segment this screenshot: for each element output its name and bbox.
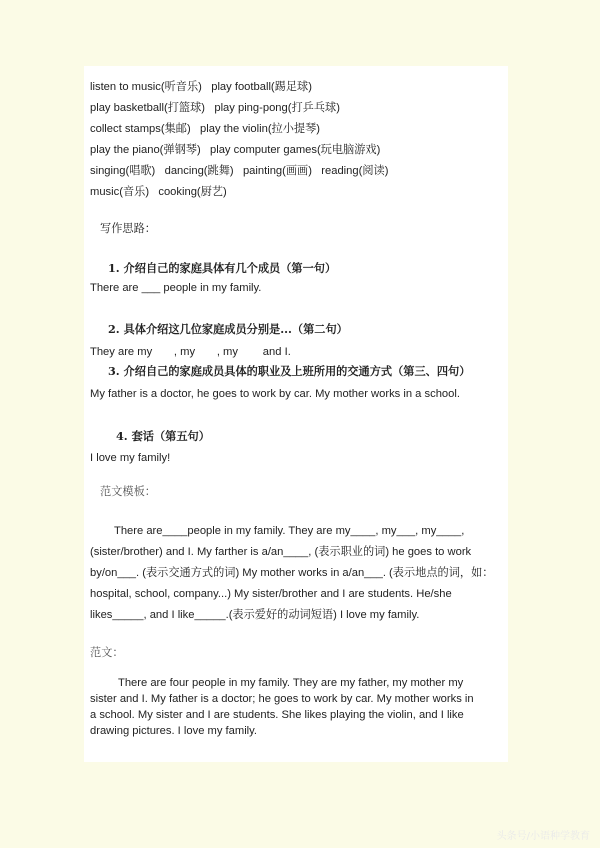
sample-line: a school. My sister and I are students. She likes playing the violin, and I like (90, 709, 464, 721)
watermark: 头条号/小语种学教育 (496, 831, 590, 842)
writing-tips-heading: 写作思路： (100, 222, 156, 235)
step-example: I love my family! (90, 452, 171, 464)
step-heading: 2. 具体介绍这几位家庭成员分别是...（第二句） (108, 322, 348, 336)
step-heading: 3. 介绍自己的家庭成员具体的职业及上班所用的交通方式（第三、四句） (108, 364, 471, 378)
step-example: There are ___ people in my family. (90, 282, 262, 294)
template-line: by/on___. (表示交通方式的词) My mother works in a/an___. (表示地点的词，如： (90, 567, 494, 579)
sample-line: There are four people in my family. They are my father, my mother my (118, 677, 464, 689)
vocab-line: music(音乐) cooking(厨艺) (90, 186, 227, 198)
step-heading: 4. 套话（第五句） (116, 429, 210, 443)
template-line: (sister/brother) and I. My farther is a/an____, (表示职业的词) he goes to work (90, 546, 472, 558)
step-heading: 1. 介绍自己的家庭具体有几个成员（第一句） (108, 261, 337, 275)
sample-line: sister and I. My father is a doctor; he goes to work by car. My mother works in (90, 693, 474, 705)
template-heading: 范文模板： (100, 485, 156, 498)
step-example: My father is a doctor, he goes to work by car. My mother works in a school. (90, 388, 460, 400)
template-line: hospital, school, company...) My sister/brother and I are students. He/she (90, 588, 452, 600)
vocab-line: singing(唱歌) dancing(跳舞) painting(画画) reading(阅读) (90, 165, 389, 177)
step-example: They are my , my , my and I. (90, 346, 291, 358)
vocab-line: play basketball(打篮球) play ping-pong(打乒乓球) (90, 102, 340, 114)
vocab-line: listen to music(听音乐) play football(踢足球) (90, 81, 312, 93)
sample-heading: 范文： (90, 646, 124, 659)
vocab-line: play the piano(弹钢琴) play computer games(玩电脑游戏) (90, 144, 381, 156)
vocab-line: collect stamps(集邮) play the violin(拉小提琴) (90, 123, 321, 135)
sample-line: drawing pictures. I love my family. (90, 725, 258, 737)
template-line: likes_____, and I like_____.(表示爱好的动词短语) I love my family. (90, 609, 420, 621)
template-line: There are____people in my family. They are my____, my___, my____, (114, 525, 465, 537)
